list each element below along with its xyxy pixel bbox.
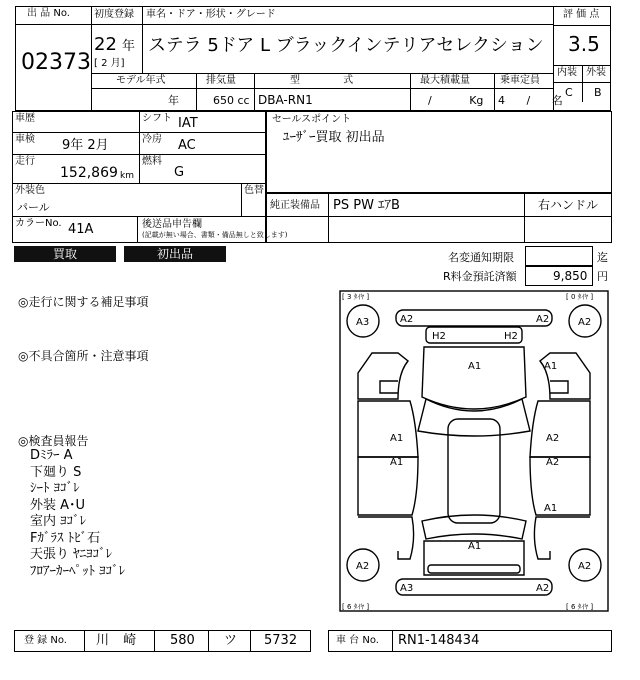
mark-door-fr: A2 (546, 433, 560, 444)
tire-count-fr: [ 0 ﾀｲﾔ ] (566, 293, 594, 301)
inspector-title: ◎検査員報告 (18, 434, 89, 448)
inspector-remark-line: 下廻り S (30, 464, 82, 480)
color-value: パール (17, 201, 50, 214)
model-year-value: 年 (168, 94, 179, 107)
color-change-label: 色替 (244, 185, 264, 196)
model-year-label: モデル年式 (116, 75, 166, 86)
mark-bumper-rr: A2 (536, 583, 550, 594)
first-reg-label: 初度登録 (94, 9, 134, 20)
equipment-value: PS PW ｴｱB (333, 198, 400, 213)
defects-title: ◎不具合箇所・注意事項 (18, 349, 149, 363)
mark-tailgate: A1 (468, 541, 482, 552)
ac-value: AC (178, 138, 196, 153)
mark-door-fl: A1 (390, 433, 404, 444)
mark-tire-fr: A2 (578, 317, 592, 328)
name-change-label: 名変通知期限 (448, 251, 514, 264)
inspector-remark-line: 外装 A･U (30, 497, 86, 513)
tire-count-fl: [ 3 ﾀｲﾔ ] (342, 293, 370, 301)
mark-grille-l: H2 (432, 331, 446, 342)
lot-label: 出 品 No. (27, 8, 70, 19)
recycle-value: 9,850 (553, 269, 588, 283)
mileage-label: 走行 (15, 156, 35, 167)
interior-label: 内装 (557, 67, 577, 78)
ac-label: 冷房 (142, 134, 162, 145)
reg-kana: ツ (224, 633, 238, 648)
reg-year-unit: 年 (122, 39, 136, 54)
reg-class: 580 (170, 633, 195, 648)
declaration-label: 後送品申告欄 (142, 219, 202, 230)
mark-grille-r: H2 (504, 331, 518, 342)
mark-door-rr: A2 (546, 457, 560, 468)
mark-tire-rr: A2 (578, 561, 592, 572)
mileage-unit: km (120, 171, 134, 181)
score-label: 評 価 点 (563, 9, 600, 20)
displacement-label: 排気量 (206, 75, 236, 86)
reg-area: 川 崎 (96, 633, 137, 648)
declaration-note: (記載が無い場合、書類・備品無しと致します) (142, 231, 288, 239)
exterior-label: 外装 (586, 67, 606, 78)
inspector-remarks (30, 448, 125, 580)
mark-tire-fl: A3 (356, 317, 370, 328)
lot-number: 02373 (21, 50, 91, 75)
color-no-label: カラーNo. (15, 218, 62, 229)
inspector-remark-line: 室内 ﾖｺﾞﾚ (30, 514, 87, 529)
shift-value: IAT (178, 116, 198, 131)
title-label: 車名・ドア・形状・グレード (146, 9, 276, 20)
mark-door-rl: A1 (390, 457, 404, 468)
car-name: ステラ 5ドア L ブラックインテリアセレクション (148, 35, 544, 56)
steering-side: 右ハンドル (538, 198, 599, 212)
inspection-value: 9年 2月 (62, 138, 109, 153)
tire-count-rl: [ 6 ﾀｲﾔ ] (342, 603, 370, 611)
type-value: DBA-RN1 (258, 93, 313, 107)
sales-point-label: セールスポイント (272, 114, 352, 125)
reg-month: [ 2 月] (94, 58, 125, 69)
mark-quarter-r: A1 (544, 503, 558, 514)
recycle-label: R料金預託済額 (443, 270, 517, 283)
exterior-grade: B (594, 86, 602, 99)
reg-label: 登 録 No. (24, 635, 67, 646)
color-label: 外装色 (15, 185, 45, 196)
sales-point-value: ﾕｰｻﾞｰ買取 初出品 (283, 130, 385, 145)
inspector-remark-line: Fｶﾞﾗｽ ﾄﾋﾞ石 (30, 530, 101, 546)
interior-grade: C (565, 86, 573, 99)
inspector-remark-line: ｼｰﾄ ﾖｺﾞﾚ (30, 481, 80, 496)
buyback-tag: 買取 (14, 246, 116, 262)
name-change-box (525, 246, 593, 266)
mark-bumper-fl: A2 (400, 314, 414, 325)
name-change-unit: 迄 (597, 251, 608, 264)
history-label: 車歴 (15, 113, 35, 124)
chassis-number: RN1-148434 (398, 633, 480, 648)
equipment-label: 純正装備品 (270, 200, 320, 211)
reg-year: 22 (94, 34, 117, 55)
inspection-label: 車検 (15, 134, 35, 145)
mark-fender-r: A1 (544, 361, 558, 372)
load-value: / Kg (428, 94, 484, 107)
inspector-remark-line: Dﾐﾗｰ A (30, 448, 73, 463)
tire-count-rr: [ 6 ﾀｲﾔ ] (566, 603, 594, 611)
chassis-label: 車 台 No. (336, 635, 379, 646)
damage-diagram (338, 289, 610, 613)
reg-number: 5732 (264, 633, 298, 648)
score-value: 3.5 (568, 32, 600, 56)
mark-tire-rl: A2 (356, 561, 370, 572)
displacement-value: 650 cc (213, 94, 250, 107)
mark-hood: A1 (468, 361, 482, 372)
fuel-label: 燃料 (142, 156, 162, 167)
mileage-value: 152,869 (60, 165, 118, 181)
shift-label: シフト (142, 113, 172, 124)
first-listing-tag: 初出品 (124, 246, 226, 262)
mark-bumper-fr: A2 (536, 314, 550, 325)
color-no-value: 41A (68, 222, 94, 237)
capacity-value: 4 / 名 (498, 94, 563, 107)
inspector-remark-line: 天張り ﾔﾆﾖｺﾞﾚ (30, 547, 113, 562)
inspector-remark-line: ﾌﾛｱｰｶｰﾍﾟｯﾄ ﾖｺﾞﾚ (30, 563, 126, 579)
capacity-label: 乗車定員 (500, 75, 540, 86)
fuel-value: G (174, 165, 185, 180)
driving-remarks-title: ◎走行に関する補足事項 (18, 295, 149, 309)
load-label: 最大積載量 (420, 75, 470, 86)
recycle-unit: 円 (597, 270, 608, 283)
type-label: 型 式 (290, 75, 354, 86)
mark-bumper-rl: A3 (400, 583, 414, 594)
